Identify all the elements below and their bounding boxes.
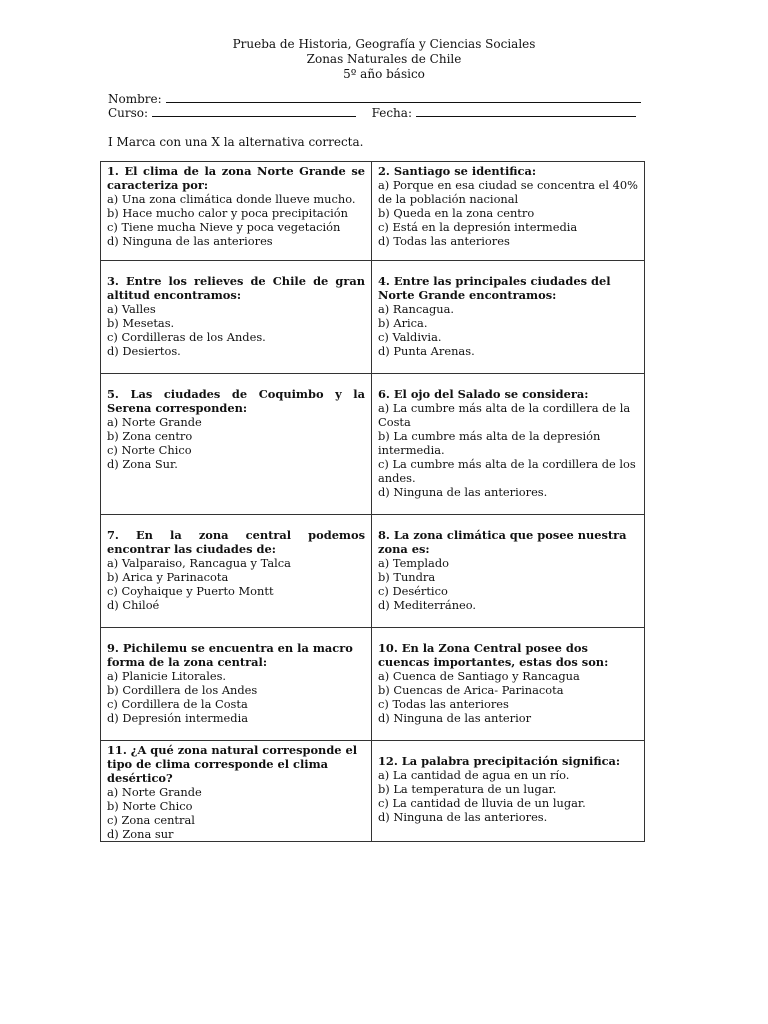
name-field[interactable] (166, 92, 641, 103)
answer-option[interactable]: d) Desiertos. (107, 344, 181, 358)
exam-subtitle: Zonas Naturales de Chile (306, 52, 462, 66)
answer-option[interactable]: a) Norte Grande (107, 415, 202, 429)
answer-option[interactable]: a) Norte Grande (107, 785, 202, 799)
question-text: 3. Entre los relieves de Chile de gran altitud encontramos: (107, 274, 365, 302)
answer-option[interactable]: b) Tundra (378, 570, 436, 584)
question-cell (101, 261, 372, 374)
question-cell (372, 261, 645, 374)
answer-option[interactable]: d) Ninguna de las anteriores. (378, 485, 548, 499)
question-text: 11. ¿A qué zona natural corresponde el tipo de clima corresponde el clima desértico? (107, 743, 358, 785)
answer-option[interactable]: b) Arica. (378, 316, 428, 330)
answer-option[interactable]: a) Planicie Litorales. (107, 669, 227, 683)
answer-option[interactable]: a) Valles (107, 302, 156, 316)
question-text: 12. La palabra precipitación significa: (378, 754, 621, 768)
answer-option[interactable]: b) Norte Chico (107, 799, 193, 813)
answer-option[interactable]: b) Queda en la zona centro (378, 206, 535, 220)
question-row (101, 741, 645, 842)
question-text: 9. Pichilemu se encuentra en la macro forma de la zona central: (107, 641, 353, 669)
answer-option[interactable]: c) Valdivia. (378, 330, 442, 344)
answer-option[interactable]: a) Porque en esa ciudad se concentra el 40% de la población nacional (378, 178, 638, 206)
answer-option[interactable]: a) Valparaiso, Rancagua y Talca (107, 556, 291, 570)
question-text: 5. Las ciudades de Coquimbo y la Serena corresponden: (107, 387, 365, 415)
question-cell (101, 628, 372, 741)
answer-option[interactable]: d) Todas las anteriores (378, 234, 510, 248)
answer-option[interactable]: d) Ninguna de las anteriores. (378, 810, 548, 824)
exam-title: Prueba de Historia, Geografía y Ciencias Sociales (232, 37, 536, 51)
answer-option[interactable]: b) La temperatura de un lugar. (378, 782, 557, 796)
answer-option[interactable]: c) Está en la depresión intermedia (378, 220, 578, 234)
document-header (0, 37, 768, 82)
answer-option[interactable]: d) Zona Sur. (107, 457, 178, 471)
question-text: 8. La zona climática que posee nuestra zona es: (378, 528, 627, 556)
question-cell (372, 162, 645, 261)
question-text: 4. Entre las principales ciudades del Norte Grande encontramos: (378, 274, 611, 302)
answer-option[interactable]: d) Zona sur (107, 827, 174, 841)
question-row (101, 515, 645, 628)
answer-option[interactable]: b) Hace mucho calor y poca precipitación (107, 206, 348, 220)
answer-option[interactable]: d) Mediterráneo. (378, 598, 477, 612)
question-cell (372, 741, 645, 842)
answer-option[interactable]: a) Rancagua. (378, 302, 455, 316)
answer-option[interactable]: b) Mesetas. (107, 316, 175, 330)
answer-option[interactable]: c) La cantidad de lluvia de un lugar. (378, 796, 586, 810)
name-row (108, 92, 641, 106)
question-cell (101, 741, 372, 842)
question-row (101, 261, 645, 374)
question-text: 1. El clima de la zona Norte Grande se caracteriza por: (107, 164, 365, 192)
question-row (101, 374, 645, 515)
answer-option[interactable]: a) Una zona climática donde llueve mucho. (107, 192, 356, 206)
question-cell (372, 628, 645, 741)
question-row (101, 162, 645, 261)
grade-level: 5º año básico (343, 67, 425, 81)
course-label: Curso: (108, 106, 149, 120)
answer-option[interactable]: d) Ninguna de las anterior (378, 711, 532, 725)
answer-option[interactable]: c) Norte Chico (107, 443, 192, 457)
answer-option[interactable]: a) La cumbre más alta de la cordillera de la Costa (378, 401, 631, 429)
answer-option[interactable]: c) La cumbre más alta de la cordillera de los andes. (378, 457, 636, 485)
question-text: 7. En la zona central podemos encontrar las ciudades de: (107, 528, 365, 556)
answer-option[interactable]: d) Chiloé (107, 598, 160, 612)
answer-option[interactable]: b) La cumbre más alta de la depresión intermedia. (378, 429, 601, 457)
question-cell (101, 162, 372, 261)
answer-option[interactable]: c) Tiene mucha Nieve y poca vegetación (107, 220, 341, 234)
answer-option[interactable]: b) Cordillera de los Andes (107, 683, 258, 697)
question-cell (101, 515, 372, 628)
date-label: Fecha: (371, 106, 412, 120)
question-cell (101, 374, 372, 515)
answer-option[interactable]: a) Templado (378, 556, 449, 570)
name-label: Nombre: (108, 92, 162, 106)
question-cell (372, 515, 645, 628)
answer-option[interactable]: c) Cordilleras de los Andes. (107, 330, 266, 344)
question-row (101, 628, 645, 741)
answer-option[interactable]: c) Coyhaique y Puerto Montt (107, 584, 274, 598)
answer-option[interactable]: b) Zona centro (107, 429, 193, 443)
answer-option[interactable]: a) La cantidad de agua en un río. (378, 768, 570, 782)
answer-option[interactable]: d) Depresión intermedia (107, 711, 249, 725)
answer-option[interactable]: c) Zona central (107, 813, 195, 827)
question-text: 10. En la Zona Central posee dos cuencas importantes, estas dos son: (378, 641, 609, 669)
date-field[interactable] (416, 106, 636, 117)
question-text: 2. Santiago se identifica: (378, 164, 537, 178)
answer-option[interactable]: a) Cuenca de Santiago y Rancagua (378, 669, 580, 683)
question-text: 6. El ojo del Salado se considera: (378, 387, 589, 401)
answer-option[interactable]: c) Desértico (378, 584, 448, 598)
course-date-row (108, 106, 636, 120)
course-field[interactable] (152, 106, 356, 117)
answer-option[interactable]: b) Cuencas de Arica- Parinacota (378, 683, 564, 697)
question-grid (100, 161, 645, 842)
answer-option[interactable]: d) Punta Arenas. (378, 344, 475, 358)
answer-option[interactable]: b) Arica y Parinacota (107, 570, 229, 584)
question-cell (372, 374, 645, 515)
answer-option[interactable]: c) Todas las anteriores (378, 697, 509, 711)
answer-option[interactable]: d) Ninguna de las anteriores (107, 234, 273, 248)
answer-option[interactable]: c) Cordillera de la Costa (107, 697, 248, 711)
instruction-text: I Marca con una X la alternativa correcta. (108, 135, 364, 149)
